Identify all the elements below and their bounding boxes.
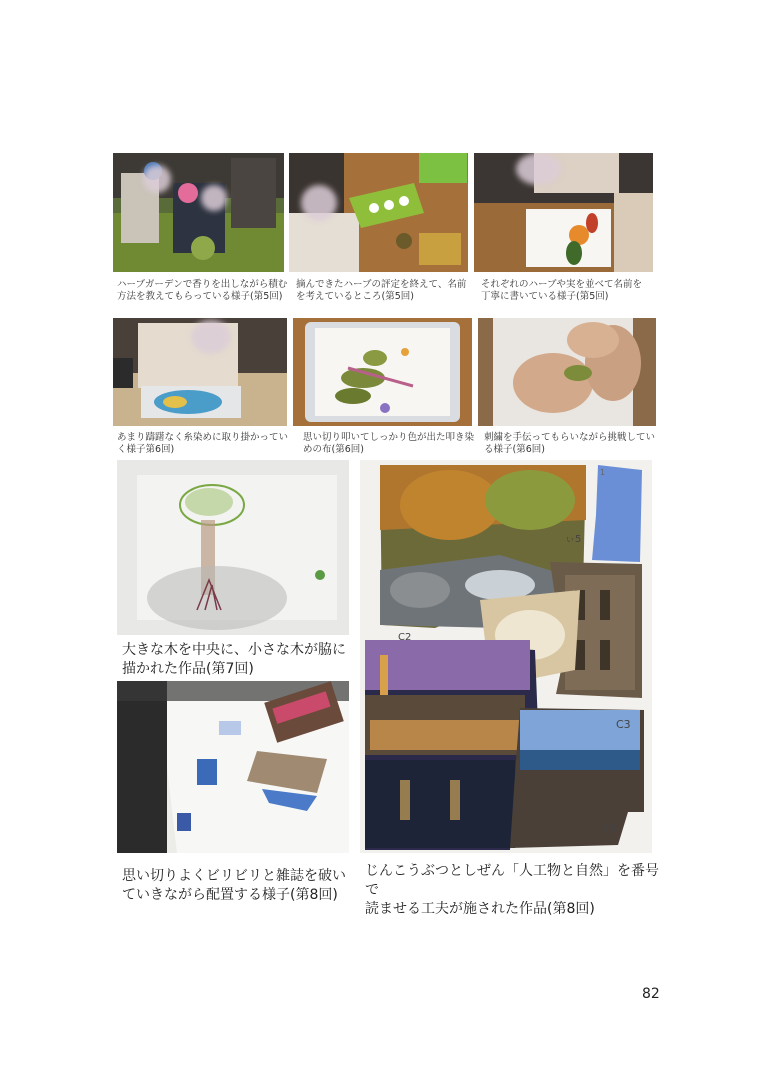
- collage-mark-1: 1: [600, 468, 606, 477]
- caption-herb-garden: ハーブガーデンで香りを出しながら積む 方法を教えてもらっている様子(第5回): [117, 279, 288, 302]
- collage-mark-2: C2: [398, 632, 412, 643]
- caption-herb-naming: それぞれのハーブや実を並べて名前を 丁寧に書いている様子(第5回): [481, 279, 643, 302]
- collage-mark-4: ぜ4: [600, 824, 617, 835]
- caption-collage-artwork: じんこうぶつとしぜん「人工物と自然」を番号で 読ませる工夫が施された作品(第8回): [365, 863, 659, 917]
- photo-thread-dyeing: [113, 318, 287, 426]
- caption-herb-rating: 摘んできたハーブの評定を終えて、名前 を考えているところ(第5回): [296, 279, 467, 302]
- caption-thread-dyeing: あまり躊躇なく糸染めに取り掛かってい く様子第6回): [117, 432, 289, 455]
- photo-herb-rating: [289, 153, 468, 272]
- photo-pounded-dye: [293, 318, 472, 426]
- photo-embroidery: [478, 318, 656, 426]
- caption-pounded-dye: 思い切り叩いてしっかり色が出た叩き染 めの布(第6回): [303, 432, 475, 455]
- page-number: 82: [642, 986, 660, 1002]
- photo-tearing-magazines: [117, 681, 349, 853]
- caption-tearing-magazines: 思い切りよくビリビリと雑誌を破い ていきながら配置する様子(第8回): [122, 868, 346, 903]
- photo-tree-drawing: [117, 460, 349, 635]
- photo-collage-artwork: [360, 460, 652, 853]
- caption-embroidery: 刺繍を手伝ってもらいながら挑戦してい る様子(第6回): [484, 432, 656, 455]
- caption-tree-drawing: 大きな木を中央に、小さな木が脇に 描かれた作品(第7回): [122, 642, 346, 677]
- collage-mark-3: C3: [616, 718, 631, 731]
- photo-herb-garden: [113, 153, 284, 272]
- photo-herb-naming: [474, 153, 653, 272]
- collage-mark-5: ぃ5: [565, 534, 582, 545]
